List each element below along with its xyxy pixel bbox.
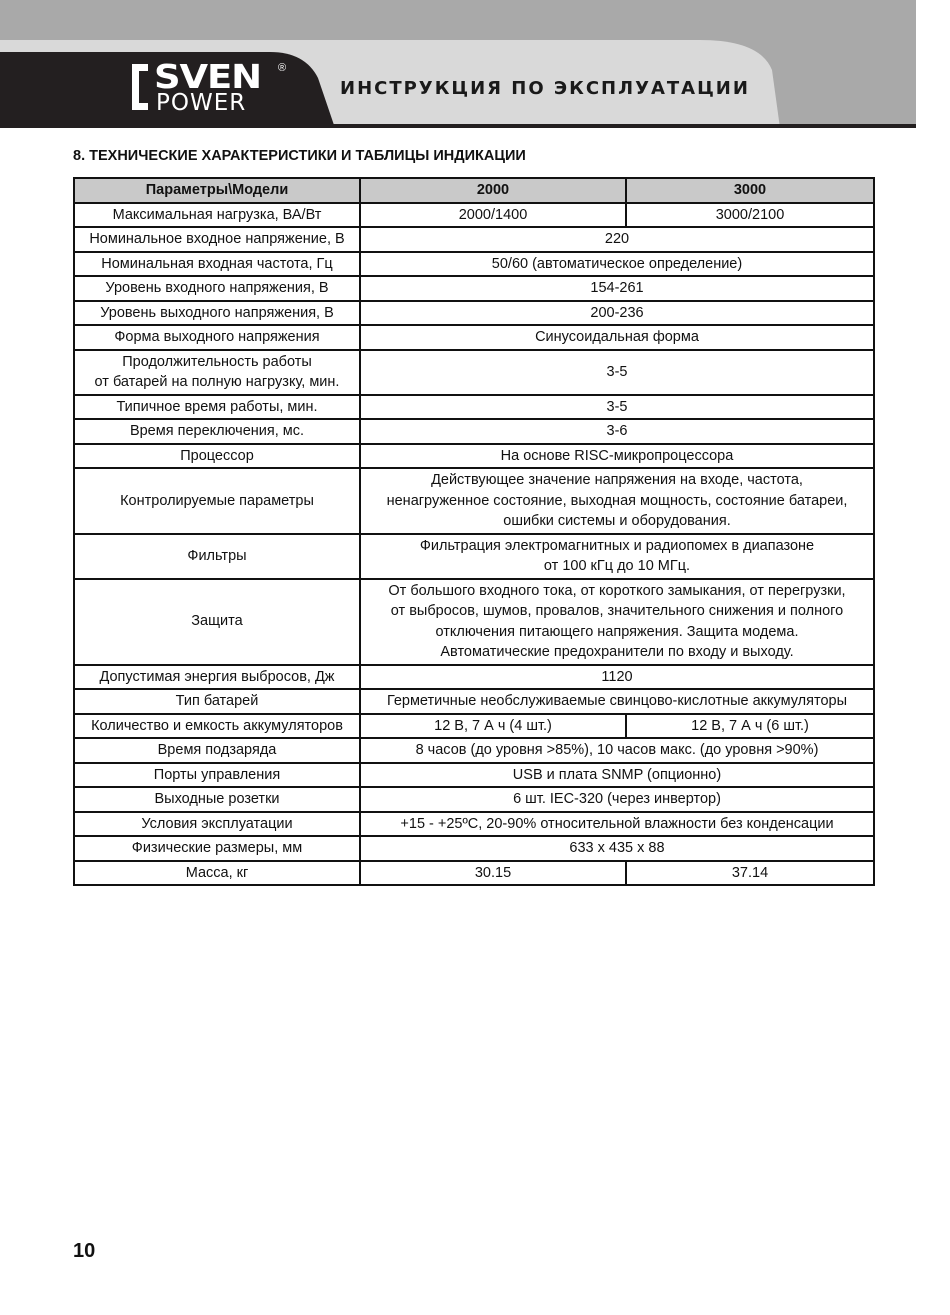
- table-row: [74, 714, 874, 739]
- table-row: [74, 689, 874, 714]
- table-row: [74, 350, 874, 395]
- param-line: Продолжительность работы: [122, 353, 312, 370]
- value-cell-shared: [360, 534, 874, 579]
- table-row: [74, 763, 874, 788]
- param-cell: Максимальная нагрузка, ВА/Вт: [74, 203, 360, 228]
- table-row: [74, 419, 874, 444]
- table-header-row: [74, 178, 874, 203]
- value-cell-shared: 200-236: [360, 301, 874, 326]
- sven-power-logo: [128, 57, 298, 116]
- table-row: [74, 738, 874, 763]
- value-line: Фильтрация электромагнитных и радиопомех в диапазоне: [419, 537, 815, 554]
- page-header: [0, 0, 950, 130]
- header-title: ИНСТРУКЦИЯ ПО ЭКСПЛУАТАЦИИ: [340, 78, 750, 99]
- param-cell: Защита: [74, 579, 360, 665]
- table-row: [74, 301, 874, 326]
- param-cell: Контролируемые параметры: [74, 468, 360, 534]
- param-cell: Время переключения, мс.: [74, 419, 360, 444]
- value-line: Действующее значение напряжения на входе, частота,: [431, 472, 803, 488]
- value-line: ненагруженное состояние, выходная мощность, состояние батареи,: [386, 492, 848, 509]
- param-cell: Типичное время работы, мин.: [74, 395, 360, 420]
- value-cell-2000: 30.15: [360, 861, 626, 886]
- header-cell-3000: 3000: [626, 178, 874, 203]
- table-row: [74, 227, 874, 252]
- spec-table-body: [74, 203, 874, 886]
- value-line: Автоматические предохранители по входу и выходу.: [440, 644, 794, 660]
- value-cell-shared: 1120: [360, 665, 874, 690]
- header-cell-2000: 2000: [360, 178, 626, 203]
- value-cell-shared: 220: [360, 227, 874, 252]
- value-cell-3000: 3000/2100: [626, 203, 874, 228]
- value-cell-2000: 12 В, 7 А ч (4 шт.): [360, 714, 626, 739]
- param-cell: Масса, кг: [74, 861, 360, 886]
- spec-table: [73, 177, 875, 886]
- param-cell: Процессор: [74, 444, 360, 469]
- value-cell-shared: USB и плата SNMP (опционно): [360, 763, 874, 788]
- param-cell: Номинальная входная частота, Гц: [74, 252, 360, 277]
- value-cell-shared: 6 шт. IEC-320 (через инвертор): [360, 787, 874, 812]
- value-cell-shared: Синусоидальная форма: [360, 325, 874, 350]
- logo-brand-subname: POWER: [156, 90, 247, 116]
- section-title: 8. ТЕХНИЧЕСКИЕ ХАРАКТЕРИСТИКИ И ТАБЛИЦЫ ИНДИКАЦИИ: [73, 148, 526, 164]
- value-cell-shared: 633 х 435 х 88: [360, 836, 874, 861]
- page-number: 10: [73, 1240, 96, 1262]
- param-line: от батарей на полную нагрузку, мин.: [94, 374, 340, 390]
- param-cell: Допустимая энергия выбросов, Дж: [74, 665, 360, 690]
- param-cell: Номинальное входное напряжение, В: [74, 227, 360, 252]
- registered-mark: ®: [278, 62, 287, 74]
- table-row: [74, 276, 874, 301]
- table-row: [74, 665, 874, 690]
- param-cell: Порты управления: [74, 763, 360, 788]
- value-cell-3000: 37.14: [626, 861, 874, 886]
- value-cell-shared: 8 часов (до уровня >85%), 10 часов макс. (до уровня >90%): [360, 738, 874, 763]
- param-cell: [74, 350, 360, 395]
- value-line: От большого входного тока, от короткого замыкания, от перегрузки,: [388, 582, 846, 599]
- param-cell: Уровень входного напряжения, В: [74, 276, 360, 301]
- value-cell-shared: +15 - +25ºC, 20-90% относительной влажности без конденсации: [360, 812, 874, 837]
- param-cell: Тип батарей: [74, 689, 360, 714]
- value-cell-shared: На основе RISC-микропроцессора: [360, 444, 874, 469]
- value-cell-shared: [360, 579, 874, 665]
- table-row: [74, 836, 874, 861]
- table-row: [74, 579, 874, 665]
- value-cell-shared: [360, 468, 874, 534]
- table-row: [74, 787, 874, 812]
- value-cell-2000: 2000/1400: [360, 203, 626, 228]
- table-row: [74, 203, 874, 228]
- value-line: отключения питающего напряжения. Защита модема.: [435, 623, 799, 640]
- param-cell: Физические размеры, мм: [74, 836, 360, 861]
- value-line: ошибки системы и оборудования.: [503, 513, 731, 529]
- table-row: [74, 325, 874, 350]
- value-cell-shared: 3-5: [360, 395, 874, 420]
- value-cell-shared: 50/60 (автоматическое определение): [360, 252, 874, 277]
- logo-brand-name: SVEN: [154, 57, 261, 96]
- table-row: [74, 534, 874, 579]
- value-cell-shared: 3-5: [360, 350, 874, 395]
- table-row: [74, 468, 874, 534]
- value-cell-shared: Герметичные необслуживаемые свинцово-кислотные аккумуляторы: [360, 689, 874, 714]
- logo-bracket-icon: [128, 62, 152, 112]
- value-cell-shared: 3-6: [360, 419, 874, 444]
- param-cell: Уровень выходного напряжения, В: [74, 301, 360, 326]
- value-line: от 100 кГц до 10 МГц.: [543, 558, 691, 574]
- table-row: [74, 812, 874, 837]
- table-row: [74, 444, 874, 469]
- param-cell: Время подзаряда: [74, 738, 360, 763]
- header-cell-params: Параметры\Модели: [74, 178, 360, 203]
- table-row: [74, 252, 874, 277]
- param-cell: Выходные розетки: [74, 787, 360, 812]
- param-cell: Фильтры: [74, 534, 360, 579]
- value-line: от выбросов, шумов, провалов, значительного снижения и полного: [390, 603, 844, 619]
- table-row: [74, 395, 874, 420]
- param-cell: Количество и емкость аккумуляторов: [74, 714, 360, 739]
- param-cell: Форма выходного напряжения: [74, 325, 360, 350]
- param-cell: Условия эксплуатации: [74, 812, 360, 837]
- value-cell-3000: 12 В, 7 А ч (6 шт.): [626, 714, 874, 739]
- table-row: [74, 861, 874, 886]
- value-cell-shared: 154-261: [360, 276, 874, 301]
